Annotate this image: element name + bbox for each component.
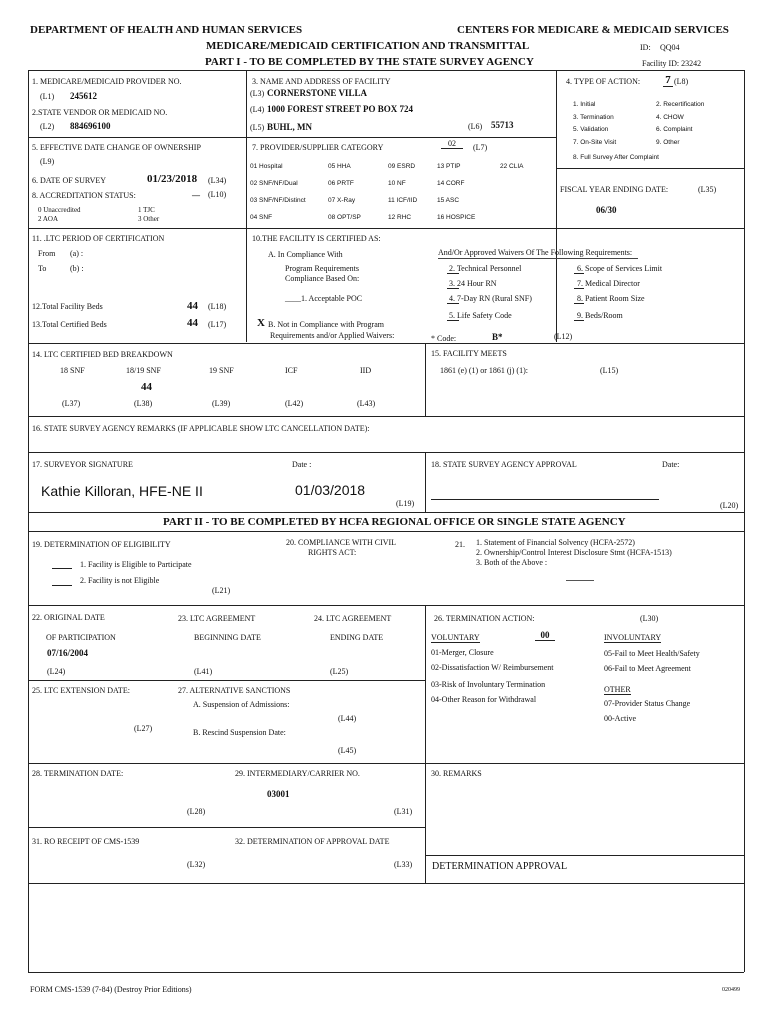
program-req: Program Requirements bbox=[285, 264, 359, 273]
l15-code: (L15) bbox=[600, 366, 619, 375]
category-item: 08 OPT/SP bbox=[328, 214, 361, 221]
l7-code: (L7) bbox=[473, 143, 488, 152]
category-item: 02 SNF/NF/Dual bbox=[250, 180, 298, 187]
waiver-6: 6. Scope of Services Limit bbox=[577, 264, 663, 273]
ownership-disclosure: 2. Ownership/Control Interest Disclosure Stmt (HCFA-1513) bbox=[476, 548, 672, 557]
action-options-left bbox=[573, 99, 616, 149]
eligibility-label: 19. DETERMINATION OF ELIGIBILITY bbox=[32, 540, 171, 549]
category-item: 01 Hospital bbox=[250, 163, 283, 170]
provider-no-value: 245612 bbox=[70, 91, 97, 101]
other-label: OTHER bbox=[604, 685, 631, 694]
l21-code: (L21) bbox=[212, 586, 231, 595]
bed-code: (L37) bbox=[62, 399, 81, 408]
sanctions-label: 27. ALTERNATIVE SANCTIONS bbox=[178, 686, 291, 695]
fiscal-year-value: 06/30 bbox=[596, 205, 617, 215]
category-item: 05 HHA bbox=[328, 163, 351, 170]
total-beds-label: 12.Total Facility Beds bbox=[32, 302, 103, 311]
suspension-label: A. Suspension of Admissions: bbox=[193, 700, 290, 709]
action-option: 7. On-Site Visit bbox=[573, 138, 617, 146]
action-option-8: 8. Full Survey After Complaint bbox=[573, 154, 659, 161]
waiver-8: 8. Patient Room Size bbox=[577, 294, 645, 303]
department-title: DEPARTMENT OF HEALTH AND HUMAN SERVICES bbox=[30, 24, 303, 36]
category-item: 13 PTIP bbox=[437, 163, 461, 170]
both-above: 3. Both of the Above : bbox=[476, 558, 548, 567]
not-eligible-option: 2. Facility is not Eligible bbox=[80, 576, 160, 585]
id-label: ID: bbox=[640, 43, 651, 52]
l20-code: (L20) bbox=[720, 501, 739, 510]
bed-col: 19 SNF bbox=[209, 366, 234, 375]
l2-code: (L2) bbox=[40, 122, 55, 131]
waiver-3: 3. 24 Hour RN bbox=[449, 279, 497, 288]
action-option: 1. Initial bbox=[573, 101, 596, 108]
category-item: 06 PRTF bbox=[328, 180, 354, 187]
financial-solvency: 1. Statement of Financial Solvency (HCFA-2572) bbox=[476, 538, 635, 547]
facility-name-label: 3. NAME AND ADDRESS OF FACILITY bbox=[252, 77, 391, 86]
ltc-end-label: 24. LTC AGREEMENT bbox=[314, 614, 392, 623]
type-of-action-label: 4. TYPE OF ACTION: bbox=[566, 77, 641, 86]
facility-meets-label: 15. FACILITY MEETS bbox=[431, 349, 507, 358]
code-value: B* bbox=[492, 332, 503, 342]
bed-col: IID bbox=[360, 366, 372, 375]
l27-code: (L27) bbox=[134, 724, 153, 733]
other-option: 00-Active bbox=[604, 714, 636, 723]
id-value: QQ04 bbox=[660, 43, 680, 52]
accreditation-label: 8. ACCREDITATION STATUS: bbox=[32, 191, 136, 200]
survey-date-label: 6. DATE OF SURVEY bbox=[32, 176, 107, 185]
l31-code: (L31) bbox=[394, 807, 413, 816]
voluntary-option: 01-Merger, Closure bbox=[431, 648, 494, 657]
eligible-option: 1. Facility is Eligible to Participate bbox=[80, 560, 192, 569]
bed-col: 18 SNF bbox=[60, 366, 85, 375]
l19-code: (L19) bbox=[396, 499, 415, 508]
termination-value: 00 bbox=[535, 630, 555, 641]
l25-code: (L25) bbox=[330, 667, 349, 676]
certified-beds-label: 13.Total Certified Beds bbox=[32, 320, 107, 329]
involuntary-option: 06-Fail to Meet Agreement bbox=[604, 664, 691, 673]
code-label: * Code: bbox=[431, 334, 457, 343]
waivers-title: And/Or Approved Waivers Of The Following Requirements: bbox=[438, 248, 633, 257]
compliance-a: A. In Compliance With bbox=[268, 250, 343, 259]
approval-date-label: 32. DETERMINATION OF APPROVAL DATE bbox=[235, 837, 390, 846]
accreditation-opt0: 0 Unaccredited bbox=[38, 206, 81, 214]
extension-date-label: 25. LTC EXTENSION DATE: bbox=[32, 686, 130, 695]
category-item: 14 CORF bbox=[437, 180, 465, 187]
l8-code: (L8) bbox=[674, 77, 689, 86]
to-label: To bbox=[38, 264, 47, 273]
voluntary-option: 04-Other Reason for Withdrawal bbox=[431, 695, 537, 704]
category-item: 04 SNF bbox=[250, 214, 273, 221]
determination-approval: DETERMINATION APPROVAL bbox=[432, 861, 568, 872]
involuntary-label: INVOLUNTARY bbox=[604, 633, 662, 642]
waiver-4: 4. 7-Day RN (Rural SNF) bbox=[449, 294, 532, 303]
section-21-label: 21. bbox=[455, 540, 465, 549]
fiscal-year-label: FISCAL YEAR ENDING DATE: bbox=[560, 185, 669, 194]
bed-code: (L43) bbox=[357, 399, 376, 408]
l5-code: (L5) bbox=[250, 123, 265, 132]
agency-approval-date-label: Date: bbox=[662, 460, 680, 469]
participation-label: OF PARTICIPATION bbox=[46, 633, 116, 642]
accreditation-opt1: 1 TJC bbox=[138, 206, 155, 214]
facility-meets-text: 1861 (e) (1) or 1861 (j) (1): bbox=[440, 366, 528, 375]
ending-date-label: ENDING DATE bbox=[330, 633, 384, 642]
from-label: From bbox=[38, 249, 56, 258]
category-item: 10 NF bbox=[388, 180, 406, 187]
acceptable-poc: ____1. Acceptable POC bbox=[285, 294, 363, 303]
intermediary-value: 03001 bbox=[267, 789, 290, 799]
l45-code: (L45) bbox=[338, 746, 357, 755]
remarks-16-label: 16. STATE SURVEY AGENCY REMARKS (IF APPLICABLE SHOW LTC CANCELLATION DATE): bbox=[32, 424, 370, 433]
total-beds-value: 44 bbox=[187, 300, 198, 312]
type-of-action-value: 7 bbox=[663, 74, 673, 87]
facility-name: CORNERSTONE VILLA bbox=[267, 88, 367, 98]
bed-1819-value: 44 bbox=[141, 381, 152, 393]
part1-title: PART I - TO BE COMPLETED BY THE STATE SURVEY AGENCY bbox=[205, 56, 534, 68]
accreditation-opt3: 3 Other bbox=[138, 215, 160, 223]
action-option: 3. Termination bbox=[573, 113, 614, 121]
civil-rights-label: 20. COMPLIANCE WITH CIVIL bbox=[286, 538, 397, 547]
l6-code: (L6) bbox=[468, 122, 483, 131]
vendor-no-label: 2.STATE VENDOR OR MEDICAID NO. bbox=[32, 108, 168, 117]
certified-beds-value: 44 bbox=[187, 317, 198, 329]
ltc-begin-label: 23. LTC AGREEMENT bbox=[178, 614, 256, 623]
voluntary-label: VOLUNTARY bbox=[431, 633, 480, 642]
agency-approval-label: 18. STATE SURVEY AGENCY APPROVAL bbox=[431, 460, 577, 469]
to-b: (b) : bbox=[70, 264, 84, 273]
l18-code: (L18) bbox=[208, 302, 227, 311]
l28-code: (L28) bbox=[187, 807, 206, 816]
category-item: 22 CLIA bbox=[500, 163, 524, 170]
provider-category-label: 7. PROVIDER/SUPPLIER CATEGORY bbox=[252, 143, 384, 152]
accreditation-value: __ bbox=[192, 188, 200, 197]
l12-code: (L12) bbox=[554, 332, 573, 341]
action-option: 9. Other bbox=[656, 138, 680, 146]
termination-date-label: 28. TERMINATION DATE: bbox=[32, 769, 124, 778]
agency-title: CENTERS FOR MEDICARE & MEDICAID SERVICES bbox=[457, 24, 729, 36]
ltc-period-label: 11. .LTC PERIOD OF CERTIFICATION bbox=[32, 234, 165, 243]
category-item: 11 ICF/IID bbox=[388, 197, 418, 204]
waiver-7: 7. Medical Director bbox=[577, 279, 640, 288]
waiver-2: 2. Technical Personnel bbox=[449, 264, 522, 273]
l3-code: (L3) bbox=[250, 89, 265, 98]
l34-code: (L34) bbox=[208, 176, 227, 185]
provider-category-value: 02 bbox=[441, 139, 463, 149]
accreditation-opt2: 2 AOA bbox=[38, 215, 59, 223]
bed-col: 18/19 SNF bbox=[126, 366, 161, 375]
action-option: 6. Complaint bbox=[656, 126, 693, 133]
category-item: 15 ASC bbox=[437, 197, 460, 204]
l44-code: (L44) bbox=[338, 714, 357, 723]
l24-code: (L24) bbox=[47, 667, 66, 676]
waiver-9: 9. Beds/Room bbox=[577, 311, 623, 320]
facility-city: BUHL, MN bbox=[267, 122, 312, 132]
action-option: 2. Recertification bbox=[656, 101, 705, 108]
category-item: 07 X-Ray bbox=[328, 197, 356, 204]
action-option: 4. CHOW bbox=[656, 113, 684, 121]
remarks-30-label: 30. REMARKS bbox=[431, 769, 482, 778]
surveyor-signature-label: 17. SURVEYOR SIGNATURE bbox=[32, 460, 133, 469]
action-options-right bbox=[656, 99, 704, 149]
category-grid bbox=[250, 158, 550, 226]
l1-code: (L1) bbox=[40, 92, 55, 101]
termination-action-label: 26. TERMINATION ACTION: bbox=[434, 614, 535, 623]
category-item: 03 SNF/NF/Distinct bbox=[250, 197, 306, 204]
bed-col: ICF bbox=[285, 366, 298, 375]
surveyor-date: 01/03/2018 bbox=[295, 482, 366, 498]
bed-code: (L38) bbox=[134, 399, 153, 408]
surveyor-signature: Kathie Killoran, HFE-NE II bbox=[41, 483, 203, 499]
l10-code: (L10) bbox=[208, 190, 227, 199]
civil-rights-label2: RIGHTS ACT: bbox=[308, 548, 357, 557]
facility-street: 1000 FOREST STREET PO BOX 724 bbox=[267, 104, 413, 114]
form-subtitle: MEDICARE/MEDICAID CERTIFICATION AND TRANSMITTAL bbox=[206, 40, 530, 52]
category-item: 12 RHC bbox=[388, 214, 412, 221]
l35-code: (L35) bbox=[698, 185, 717, 194]
bed-code: (L42) bbox=[285, 399, 304, 408]
l41-code: (L41) bbox=[194, 667, 213, 676]
form-number: FORM CMS-1539 (7-84) (Destroy Prior Editions) bbox=[30, 985, 192, 994]
not-compliance-mark: X bbox=[257, 317, 265, 329]
category-item: 16 HOSPICE bbox=[437, 214, 476, 221]
from-a: (a) : bbox=[70, 249, 84, 258]
facility-id: Facility ID: 23242 bbox=[642, 59, 702, 68]
not-compliance-text: B. Not in Compliance with Program bbox=[268, 320, 384, 329]
not-compliance-text2: Requirements and/or Applied Waivers: bbox=[270, 331, 395, 340]
survey-date-value: 01/23/2018 bbox=[147, 173, 198, 185]
vendor-no-value: 884696100 bbox=[70, 121, 111, 131]
provider-no-label: 1. MEDICARE/MEDICAID PROVIDER NO. bbox=[32, 77, 182, 86]
ro-receipt-label: 31. RO RECEIPT OF CMS-1539 bbox=[32, 837, 140, 846]
certified-as-label: 10.THE FACILITY IS CERTIFIED AS: bbox=[252, 234, 381, 243]
action-option: 5. Validation bbox=[573, 126, 609, 133]
original-date-value: 07/16/2004 bbox=[47, 648, 89, 658]
part2-title: PART II - TO BE COMPLETED BY HCFA REGIONAL OFFICE OR SINGLE STATE AGENCY bbox=[163, 516, 626, 528]
waiver-5: 5. Life Safety Code bbox=[449, 311, 512, 320]
form-code: 020499 bbox=[722, 987, 740, 993]
rescind-label: B. Rescind Suspension Date: bbox=[193, 728, 286, 737]
l30-code: (L30) bbox=[640, 614, 659, 623]
compliance-based: Compliance Based On: bbox=[285, 274, 360, 283]
other-option: 07-Provider Status Change bbox=[604, 699, 691, 708]
voluntary-option: 02-Dissatisfaction W/ Reimbursement bbox=[431, 663, 554, 672]
involuntary-option: 05-Fail to Meet Health/Safety bbox=[604, 649, 700, 658]
beginning-date-label: BEGINNING DATE bbox=[194, 633, 261, 642]
voluntary-option: 03-Risk of Involuntary Termination bbox=[431, 680, 546, 689]
bed-breakdown-label: 14. LTC CERTIFIED BED BREAKDOWN bbox=[32, 350, 173, 359]
surveyor-date-label: Date : bbox=[292, 460, 312, 469]
l32-code: (L32) bbox=[187, 860, 206, 869]
change-ownership-label: 5. EFFECTIVE DATE CHANGE OF OWNERSHIP bbox=[32, 143, 201, 152]
l9-code: (L9) bbox=[40, 157, 55, 166]
l33-code: (L33) bbox=[394, 860, 413, 869]
l4-code: (L4) bbox=[250, 105, 265, 114]
category-item: 09 ESRD bbox=[388, 163, 416, 170]
l17-code: (L17) bbox=[208, 320, 227, 329]
facility-zip: 55713 bbox=[491, 120, 514, 130]
bed-code: (L39) bbox=[212, 399, 231, 408]
intermediary-label: 29. INTERMEDIARY/CARRIER NO. bbox=[235, 769, 360, 778]
original-date-label: 22. ORIGINAL DATE bbox=[32, 613, 105, 622]
